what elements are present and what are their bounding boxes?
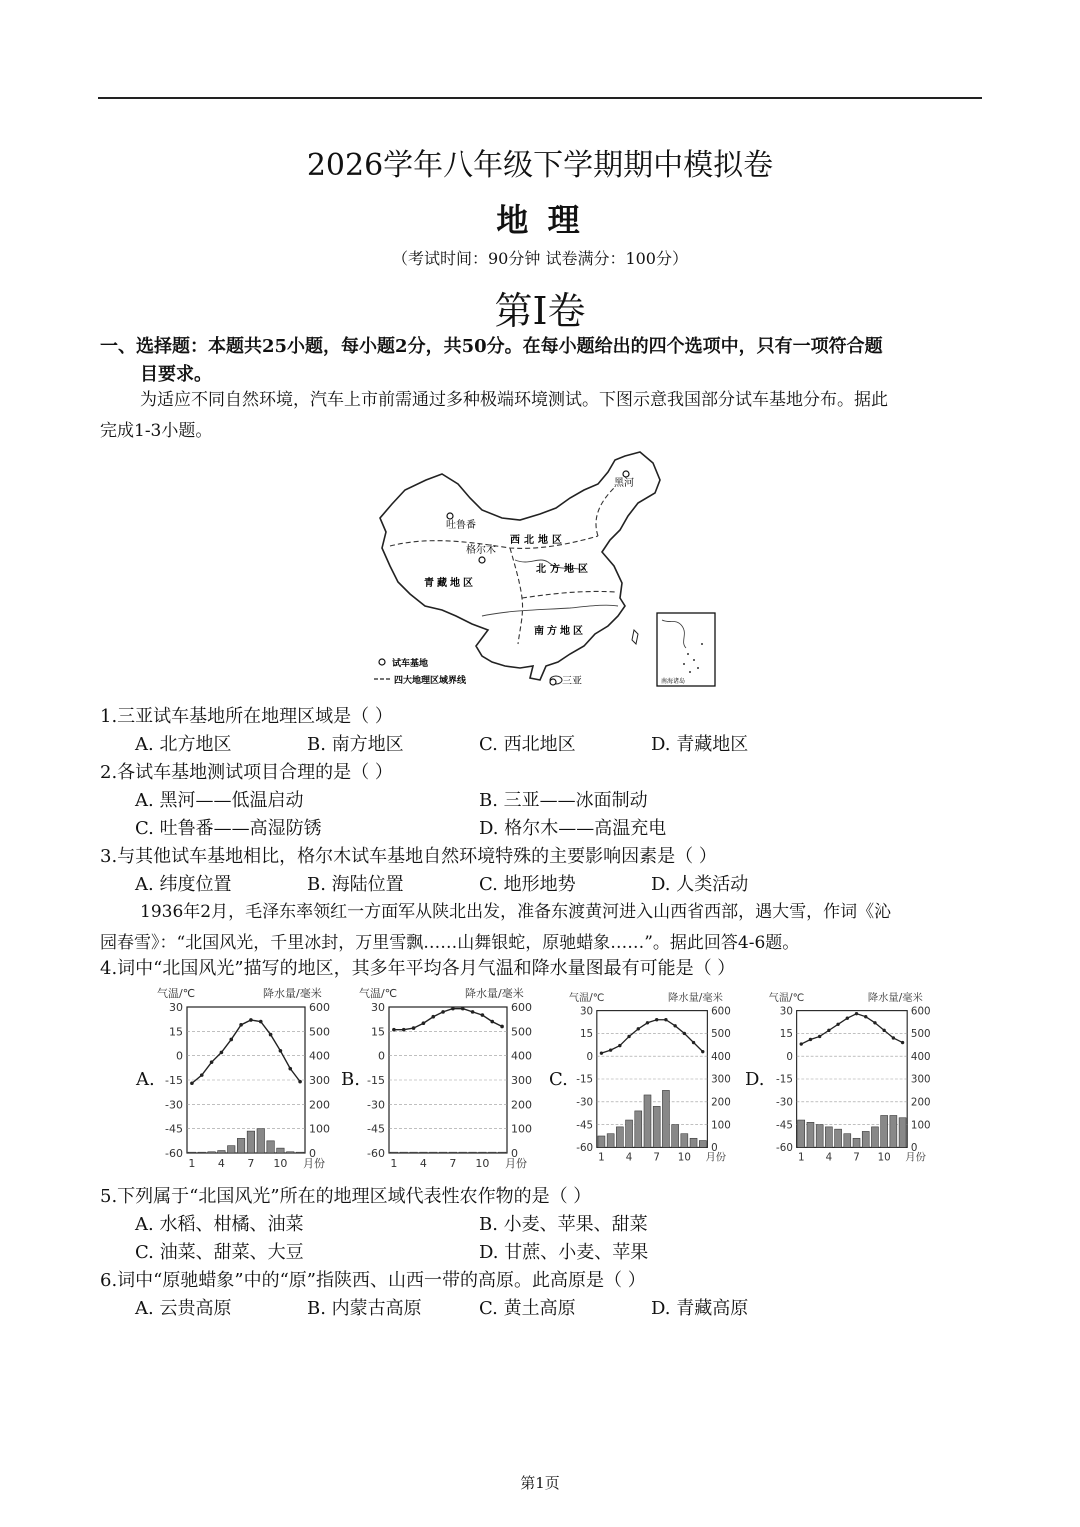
precip-tick-label: 200	[511, 1098, 532, 1112]
precip-bar	[420, 1152, 427, 1153]
precip-bar	[287, 1152, 294, 1153]
temp-point	[637, 1027, 640, 1030]
temp-point	[646, 1021, 649, 1024]
question-4-stem: 4.词中“北国风光”描写的地区，其多年平均各月气温和降水量图最有可能是（ ）	[100, 958, 736, 979]
q6-option-b: B. 内蒙古高原	[307, 1298, 422, 1319]
temp-axis-title: 气温/℃	[568, 992, 605, 1005]
precip-bar	[699, 1141, 706, 1148]
precip-bar	[247, 1131, 254, 1153]
question-1-stem: 1.三亚试车基地所在地理区域是（ ）	[100, 706, 393, 727]
temp-point	[422, 1021, 426, 1025]
precip-bar	[890, 1115, 897, 1147]
section-line-2: 目要求。	[140, 364, 212, 385]
regional-boundary-4	[596, 488, 614, 536]
precip-tick-label: 500	[711, 1028, 731, 1041]
top-rule	[98, 97, 982, 99]
month-tick-label: 1	[598, 1151, 605, 1164]
precip-bar	[598, 1136, 605, 1147]
climate-chart-a	[155, 985, 340, 1175]
month-unit-label: 月份	[505, 1157, 527, 1170]
month-tick-label: 4	[625, 1151, 633, 1164]
q3-option-c: C. 地形地势	[479, 874, 576, 895]
intro2-line-2: 园春雪》：“北国风光，千里冰封，万里雪飘……山舞银蛇，原驰蜡象……”。据此回答4-6题。	[100, 933, 800, 953]
q1-option-d: D. 青藏地区	[651, 734, 749, 755]
temp-point	[451, 1007, 455, 1011]
taiwan-island	[632, 630, 638, 644]
temp-point	[664, 1018, 667, 1021]
intro1-line-2: 完成1-3小题。	[100, 421, 213, 441]
precip-bar	[690, 1138, 697, 1147]
precip-tick-label: 300	[511, 1074, 532, 1087]
q1-option-a: A. 北方地区	[135, 734, 232, 755]
precip-bar	[816, 1125, 823, 1148]
temp-point	[392, 1028, 396, 1032]
climate-chart-b	[357, 985, 542, 1175]
precip-axis-title: 降水量/毫米	[263, 987, 322, 1000]
precip-tick-label: 400	[711, 1050, 731, 1063]
precip-bar	[469, 1152, 476, 1153]
temp-tick-label: -45	[576, 1119, 594, 1132]
temp-tick-label: 0	[378, 1049, 385, 1063]
temp-point	[412, 1026, 416, 1030]
precip-bar	[400, 1152, 407, 1153]
section-line-1: 一、选择题：本题共25小题，每小题2分，共50分。在每小题给出的四个选项中，只有一项符合题	[100, 336, 883, 357]
month-tick-label: 1	[390, 1157, 398, 1170]
precip-bar	[681, 1134, 688, 1148]
month-tick-label: 10	[677, 1151, 691, 1164]
temp-point	[490, 1020, 494, 1024]
precip-tick-label: 0	[711, 1142, 718, 1155]
precip-bar	[228, 1146, 235, 1153]
intro1-line-1: 为适应不同自然环境，汽车上市前需通过多种极端环境测试。下图示意我国部分试车基地分布。据此	[140, 390, 888, 410]
q2-option-c: C. 吐鲁番——高湿防锈	[135, 818, 322, 839]
q3-option-a: A. 纬度位置	[135, 874, 232, 895]
precip-bar	[277, 1148, 284, 1153]
temp-tick-label: -15	[165, 1074, 183, 1087]
precip-tick-label: 100	[309, 1122, 330, 1136]
inset-label: 南海诸岛	[661, 678, 686, 685]
site-heihe-marker	[623, 471, 629, 477]
precip-bar	[459, 1152, 466, 1153]
precip-bar	[798, 1120, 805, 1147]
legend-site-symbol	[379, 659, 385, 665]
precip-tick-label: 400	[309, 1049, 330, 1063]
subject-title: 地 理	[496, 201, 584, 239]
precip-bar	[825, 1127, 832, 1148]
south-sea-inset	[657, 613, 715, 686]
q5-option-c: C. 油菜、甜菜、大豆	[135, 1242, 304, 1263]
precip-tick-label: 200	[910, 1096, 931, 1109]
temp-tick-label: 15	[371, 1025, 385, 1039]
precip-tick-label: 300	[910, 1073, 931, 1086]
temp-tick-label: -45	[367, 1122, 385, 1136]
legend-line-label: 四大地理区域界线	[394, 676, 467, 686]
temp-tick-label: -45	[165, 1122, 183, 1136]
temp-point	[655, 1018, 658, 1021]
temp-point	[901, 1041, 904, 1044]
exam-title: 2026学年八年级下学期期中模拟卷	[306, 148, 774, 183]
temp-tick-label: 30	[579, 1005, 594, 1018]
precip-bar	[607, 1134, 614, 1148]
q6-option-d: D. 青藏高原	[651, 1298, 749, 1319]
precip-bar	[498, 1152, 505, 1153]
month-tick-label: 4	[419, 1157, 427, 1170]
precip-tick-label: 600	[309, 1001, 330, 1014]
precip-bar	[853, 1138, 860, 1147]
q3-option-b: B. 海陆位置	[307, 874, 404, 895]
temp-point	[229, 1038, 233, 1042]
question-3-stem: 3.与其他试车基地相比，格尔木试车基地自然环境特殊的主要影响因素是（ ）	[100, 846, 717, 867]
month-unit-label: 月份	[705, 1151, 727, 1164]
temp-tick-label: -30	[165, 1098, 183, 1112]
temp-axis-title: 气温/℃	[768, 992, 805, 1005]
precip-bar	[257, 1129, 264, 1153]
q3-option-d: D. 人类活动	[651, 874, 749, 895]
q6-option-a: A. 云贵高原	[135, 1298, 232, 1319]
temp-point	[818, 1035, 821, 1038]
site-sanya-label: 三亚	[562, 676, 582, 687]
precip-axis-title: 降水量/毫米	[867, 992, 923, 1005]
precip-bar	[430, 1152, 437, 1153]
question-5-stem: 5.下列属于“北国风光”所在的地理区域代表性农作物的是（ ）	[100, 1186, 592, 1207]
temp-tick-label: -15	[576, 1073, 594, 1086]
temp-point	[200, 1073, 204, 1077]
precip-tick-label: 200	[309, 1098, 330, 1112]
precip-bar	[439, 1152, 446, 1153]
q6-option-c: C. 黄土高原	[479, 1298, 576, 1319]
month-unit-label: 月份	[303, 1157, 325, 1170]
region-northwest-label: 西北地区	[510, 535, 566, 546]
q5-option-d: D. 甘蔗、小麦、苹果	[479, 1242, 649, 1263]
china-region-map	[370, 448, 730, 693]
temp-tick-label: -15	[367, 1074, 385, 1087]
month-tick-label: 4	[825, 1151, 833, 1164]
temp-point	[683, 1032, 686, 1035]
temp-tick-label: -45	[776, 1119, 793, 1132]
precip-bar	[644, 1095, 651, 1147]
precip-bar	[672, 1125, 679, 1148]
question-2-stem: 2.各试车基地测试项目合理的是（ ）	[100, 762, 393, 783]
precip-bar	[635, 1111, 642, 1147]
region-north-label: 北方地区	[536, 564, 592, 575]
q4-option-c-label: C.	[549, 1069, 568, 1090]
q2-option-d: D. 格尔木——高温充电	[479, 818, 667, 839]
q5-option-b: B. 小麦、苹果、甜菜	[479, 1214, 648, 1235]
intro-paragraph-2	[100, 897, 980, 959]
precip-bar	[616, 1127, 623, 1148]
precip-tick-label: 100	[711, 1119, 731, 1132]
temp-point	[279, 1049, 283, 1053]
precip-axis-title: 降水量/毫米	[668, 992, 723, 1005]
precip-bar	[237, 1138, 244, 1153]
q2-option-b: B. 三亚——冰面制动	[479, 790, 648, 811]
precip-bar	[626, 1120, 633, 1147]
exam-info: （考试时间：90分钟 试卷满分：100分）	[392, 249, 688, 268]
q4-option-d-label: D.	[745, 1069, 765, 1090]
section-heading	[100, 333, 984, 389]
temp-point	[259, 1020, 263, 1024]
precip-tick-label: 600	[910, 1005, 931, 1018]
precip-tick-label: 100	[910, 1119, 931, 1132]
temp-tick-label: 30	[779, 1005, 793, 1018]
intro2-line-1: 1936年2月，毛泽东率领红一方面军从陕北出发，准备东渡黄河进入山西省西部，遇大雪，作词《沁	[140, 902, 892, 922]
precip-bar	[267, 1141, 274, 1153]
site-heihe-label: 黑河	[614, 478, 634, 489]
temp-axis-title: 气温/℃	[157, 987, 196, 1000]
precip-bar	[835, 1129, 842, 1147]
precip-bar	[479, 1152, 486, 1153]
temp-line	[394, 1009, 502, 1030]
precip-bar	[807, 1122, 814, 1147]
precip-bar	[862, 1131, 869, 1147]
temp-point	[402, 1028, 406, 1032]
site-turpan-label: 吐鲁番	[446, 520, 476, 531]
precip-bar	[390, 1152, 397, 1153]
precip-bar	[188, 1152, 195, 1153]
precip-tick-label: 500	[910, 1028, 931, 1041]
page-number: 第1页	[520, 1474, 560, 1492]
precip-tick-label: 0	[910, 1142, 918, 1155]
month-tick-label: 7	[653, 1151, 660, 1164]
temp-tick-label: -30	[367, 1098, 385, 1112]
precip-bar	[881, 1115, 888, 1147]
temp-point	[288, 1067, 292, 1071]
temp-point	[609, 1048, 612, 1051]
temp-point	[627, 1035, 630, 1038]
temp-point	[210, 1060, 214, 1064]
month-tick-label: 4	[217, 1157, 225, 1170]
regional-boundary-3	[522, 591, 616, 598]
temp-point	[249, 1018, 253, 1022]
precip-bar	[198, 1152, 205, 1153]
precip-bar	[844, 1134, 851, 1148]
precip-bar	[899, 1118, 906, 1148]
yangtze-river	[482, 605, 618, 616]
q5-option-a: A. 水稻、柑橘、油菜	[135, 1214, 304, 1235]
precip-tick-label: 0	[309, 1147, 316, 1160]
temp-point	[298, 1080, 302, 1084]
temp-point	[500, 1025, 504, 1029]
precip-bar	[218, 1151, 225, 1153]
precip-bar	[662, 1090, 669, 1147]
precip-bar	[489, 1152, 496, 1153]
temp-point	[441, 1010, 445, 1014]
precip-tick-label: 100	[511, 1122, 532, 1136]
temp-tick-label: -60	[367, 1147, 385, 1160]
precip-tick-label: 200	[711, 1096, 731, 1109]
temp-point	[239, 1023, 243, 1027]
precip-bar	[871, 1127, 878, 1148]
month-tick-label: 1	[797, 1151, 805, 1164]
volume-title: 第I卷	[494, 289, 586, 333]
precip-bar	[653, 1106, 660, 1147]
temp-tick-label: 30	[371, 1001, 385, 1014]
precip-tick-label: 500	[511, 1025, 532, 1039]
temp-point	[873, 1021, 876, 1024]
temp-point	[882, 1029, 885, 1032]
temp-point	[701, 1050, 704, 1053]
q4-option-a-label: A.	[136, 1069, 155, 1090]
temp-axis-title: 气温/℃	[359, 987, 398, 1000]
precip-tick-label: 500	[309, 1025, 330, 1039]
q1-option-c: C. 西北地区	[479, 734, 576, 755]
temp-tick-label: -60	[576, 1142, 594, 1155]
precip-tick-label: 400	[910, 1050, 931, 1063]
temp-tick-label: -30	[576, 1096, 594, 1109]
month-tick-label: 10	[273, 1157, 288, 1170]
temp-point	[461, 1007, 465, 1011]
temp-point	[800, 1042, 803, 1045]
precip-tick-label: 600	[711, 1005, 731, 1018]
site-sanya-marker	[550, 679, 556, 685]
precip-tick-label: 300	[309, 1074, 330, 1087]
temp-tick-label: 15	[579, 1028, 594, 1041]
site-turpan-marker	[447, 513, 453, 519]
month-tick-label: 1	[188, 1157, 196, 1170]
temp-point	[692, 1041, 695, 1044]
temp-line	[192, 1020, 300, 1083]
temp-tick-label: 30	[169, 1001, 183, 1014]
temp-point	[269, 1033, 273, 1037]
q1-option-b: B. 南方地区	[307, 734, 404, 755]
intro-paragraph-1	[100, 385, 980, 447]
site-golmud-marker	[479, 557, 485, 563]
temp-tick-label: 15	[779, 1028, 793, 1041]
precip-tick-label: 300	[711, 1073, 731, 1086]
temp-tick-label: 15	[169, 1025, 183, 1039]
month-unit-label: 月份	[905, 1151, 926, 1164]
temp-point	[836, 1023, 839, 1026]
precip-tick-label: 0	[511, 1147, 518, 1160]
precip-tick-label: 400	[511, 1049, 532, 1063]
temp-point	[431, 1015, 435, 1019]
temp-line	[801, 1014, 902, 1044]
question-6-stem: 6.词中“原驰蜡象”中的“原”指陕西、山西一带的高原。此高原是（ ）	[100, 1270, 646, 1291]
temp-tick-label: 0	[586, 1050, 594, 1063]
region-tibet-label: 青藏地区	[424, 578, 476, 589]
month-tick-label: 7	[247, 1157, 255, 1170]
site-golmud-label: 格尔木	[466, 545, 496, 556]
month-tick-label: 10	[475, 1157, 490, 1170]
month-tick-label: 10	[877, 1151, 891, 1164]
precip-bar	[208, 1152, 215, 1153]
temp-point	[827, 1029, 830, 1032]
temp-point	[481, 1013, 485, 1017]
precip-bar	[410, 1152, 417, 1153]
month-tick-label: 7	[449, 1157, 457, 1170]
temp-point	[220, 1051, 224, 1055]
temp-tick-label: -60	[776, 1142, 793, 1155]
q4-option-b-label: B.	[341, 1069, 360, 1090]
temp-point	[190, 1081, 194, 1085]
climate-chart-c	[566, 990, 741, 1168]
precip-tick-label: 600	[511, 1001, 532, 1014]
temp-tick-label: -30	[776, 1096, 793, 1109]
temp-point	[809, 1038, 812, 1041]
temp-line	[601, 1020, 702, 1053]
legend-site-label: 试车基地	[392, 659, 429, 669]
climate-chart-d	[763, 990, 953, 1168]
temp-point	[618, 1044, 621, 1047]
temp-point	[892, 1036, 895, 1039]
temp-tick-label: -15	[776, 1073, 793, 1086]
precip-axis-title: 降水量/毫米	[465, 987, 524, 1000]
temp-point	[864, 1015, 867, 1018]
month-tick-label: 7	[853, 1151, 860, 1164]
temp-point	[846, 1017, 849, 1020]
temp-point	[471, 1010, 475, 1014]
q2-option-a: A. 黑河——低温启动	[135, 790, 304, 811]
temp-point	[673, 1024, 676, 1027]
temp-point	[600, 1051, 603, 1054]
precip-bar	[449, 1152, 456, 1153]
temp-tick-label: -60	[165, 1147, 183, 1160]
temp-tick-label: 0	[786, 1050, 793, 1063]
temp-tick-label: 0	[176, 1049, 183, 1063]
precip-bar	[296, 1152, 303, 1153]
region-south-label: 南方地区	[534, 626, 586, 637]
regional-boundary-2	[510, 548, 523, 644]
temp-point	[855, 1012, 858, 1015]
